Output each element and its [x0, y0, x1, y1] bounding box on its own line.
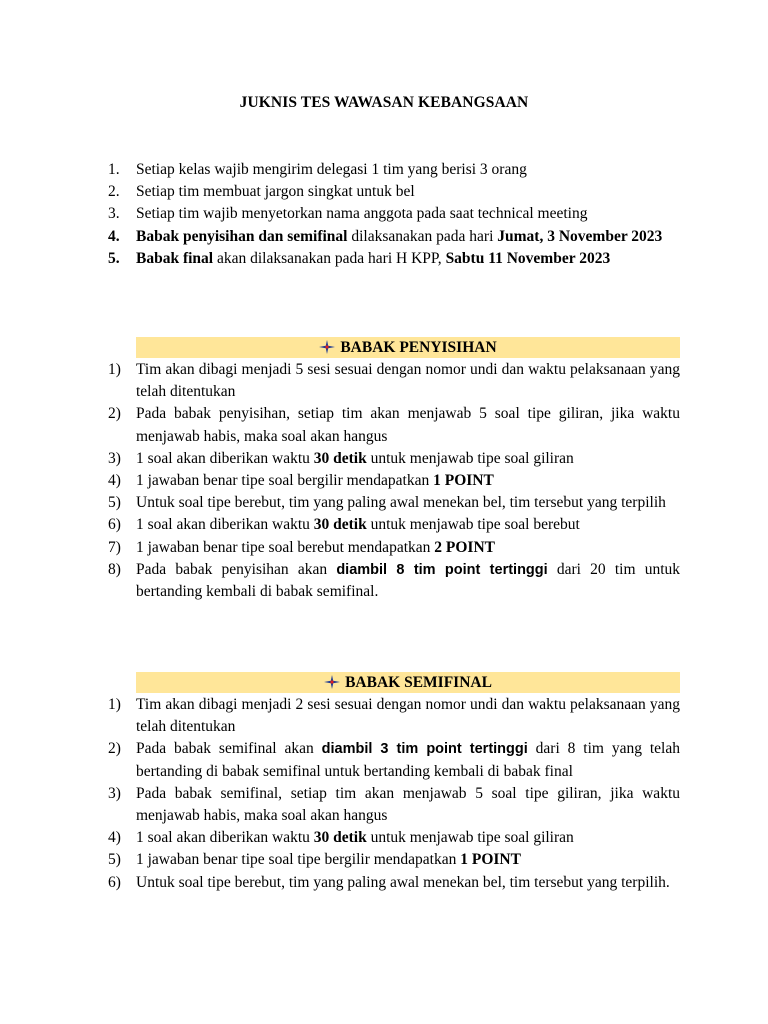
- list-item: [108, 470, 680, 492]
- item-text: Tim akan dibagi menjadi 2 sesi sesuai dengan nomor undi dan waktu pelaksanaan yang telah ditentukan: [136, 696, 680, 736]
- item-text: dari 8 tim yang telah bertanding di babak semifinal untuk bertanding kembali di babak final: [136, 740, 680, 780]
- item-text: Pada babak semifinal, setiap tim akan menjawab 5 soal tipe giliran, jika waktu menjawab habis, maka soal akan hangus: [136, 784, 680, 825]
- page-title: JUKNIS TES WAWASAN KEBANGSAAN: [239, 94, 529, 111]
- item-number: 2): [108, 740, 121, 758]
- item-number: 5.: [108, 249, 120, 267]
- item-text: Untuk soal tipe berebut, tim yang paling awal menekan bel, tim tersebut yang terpilih.: [136, 873, 670, 891]
- item-bold-text: 30 detik: [313, 516, 367, 534]
- item-text: 1 soal akan diberikan waktu: [136, 516, 314, 534]
- semifinal-list: [108, 694, 680, 894]
- item-number: 8): [108, 560, 121, 578]
- list-item: [108, 248, 680, 270]
- item-number: 4): [108, 829, 121, 847]
- item-text: 1 jawaban benar tipe soal bergilir mendapatkan: [136, 472, 434, 490]
- item-number: 5): [108, 494, 121, 512]
- item-number: 1): [108, 361, 121, 378]
- item-bold-text: Sabtu 11 November 2023: [445, 249, 611, 267]
- item-text: Pada babak penyisihan, setiap tim akan menjawab 5 soal tipe giliran, jika waktu menjawab habis, maka soal akan hangus: [136, 405, 680, 445]
- penyisihan-list: [108, 359, 680, 603]
- item-bold-text: diambil 3 tim point tertinggi: [321, 741, 528, 758]
- list-item: [108, 203, 680, 225]
- list-item: [108, 181, 680, 203]
- item-number: 1.: [108, 161, 120, 178]
- item-number: 7): [108, 538, 121, 556]
- item-bold-text: 1 POINT: [460, 851, 521, 869]
- list-item: [108, 359, 680, 403]
- item-text: Tim akan dibagi menjadi 5 sesi sesuai dengan nomor undi dan waktu pelaksanaan yang telah ditentukan: [136, 361, 680, 401]
- list-item: [108, 849, 680, 871]
- list-item: [108, 448, 680, 470]
- item-text: 1 soal akan diberikan waktu: [136, 449, 314, 467]
- four-point-star-icon: [319, 340, 335, 354]
- item-text: Pada babak semifinal akan: [136, 740, 322, 758]
- item-bold-text: Jumat, 3 November 2023: [497, 227, 663, 245]
- item-number: 6): [108, 516, 121, 534]
- item-text: dilaksanakan pada hari: [347, 227, 498, 245]
- list-item: [108, 537, 680, 559]
- item-text: 1 soal akan diberikan waktu: [136, 829, 314, 847]
- item-number: 3.: [108, 205, 120, 223]
- item-number: 2): [108, 405, 121, 423]
- item-text: akan dilaksanakan pada hari H KPP,: [213, 249, 446, 267]
- section-heading-semifinal: [136, 672, 680, 693]
- list-item: [108, 226, 680, 248]
- list-item: [108, 514, 680, 536]
- rules-list: [108, 159, 680, 270]
- item-text: Setiap tim membuat jargon singkat untuk bel: [136, 183, 415, 201]
- item-bold-text: Babak penyisihan dan semifinal: [136, 227, 348, 245]
- item-bold-text: 30 detik: [313, 829, 367, 847]
- item-text: untuk menjawab tipe soal berebut: [366, 516, 580, 534]
- item-number: 4.: [108, 227, 120, 245]
- item-text: 1 jawaban benar tipe soal berebut mendapatkan: [136, 538, 435, 556]
- item-number: 3): [108, 784, 121, 802]
- item-number: 5): [108, 851, 121, 869]
- item-text: Setiap tim wajib menyetorkan nama anggota pada saat technical meeting: [136, 205, 588, 223]
- list-item: [108, 872, 680, 894]
- item-number: 3): [108, 449, 121, 467]
- section-heading-text: BABAK PENYISIHAN: [340, 339, 497, 356]
- item-text: Untuk soal tipe berebut, tim yang paling awal menekan bel, tim tersebut yang terpilih: [136, 494, 666, 512]
- item-text: dari 20 tim untuk bertanding kembali di babak semifinal.: [136, 560, 680, 601]
- item-text: 1 jawaban benar tipe soal tipe bergilir mendapatkan: [136, 851, 461, 869]
- item-number: 4): [108, 472, 121, 490]
- item-text: untuk menjawab tipe soal giliran: [366, 449, 574, 467]
- list-item: [108, 559, 680, 603]
- list-item: [108, 694, 680, 738]
- list-item: [108, 492, 680, 514]
- item-bold-text: 30 detik: [313, 449, 367, 467]
- item-bold-text: diambil 8 tim point tertinggi: [336, 561, 548, 578]
- item-number: 6): [108, 873, 121, 891]
- section-heading-text: BABAK SEMIFINAL: [345, 674, 492, 691]
- four-point-star-icon: [324, 675, 340, 689]
- list-item: [108, 738, 680, 782]
- item-text: Pada babak penyisihan akan: [136, 560, 337, 578]
- item-number: 2.: [108, 183, 120, 201]
- item-bold-text: 1 POINT: [433, 472, 494, 490]
- section-heading-penyisihan: [136, 337, 680, 358]
- item-text: Setiap kelas wajib mengirim delegasi 1 tim yang berisi 3 orang: [136, 161, 527, 178]
- list-item: [108, 159, 680, 181]
- item-text: untuk menjawab tipe soal giliran: [366, 829, 574, 847]
- item-number: 1): [108, 696, 121, 713]
- list-item: [108, 827, 680, 849]
- list-item: [108, 403, 680, 447]
- item-bold-text: Babak final: [136, 249, 214, 267]
- list-item: [108, 783, 680, 827]
- item-bold-text: 2 POINT: [434, 538, 495, 556]
